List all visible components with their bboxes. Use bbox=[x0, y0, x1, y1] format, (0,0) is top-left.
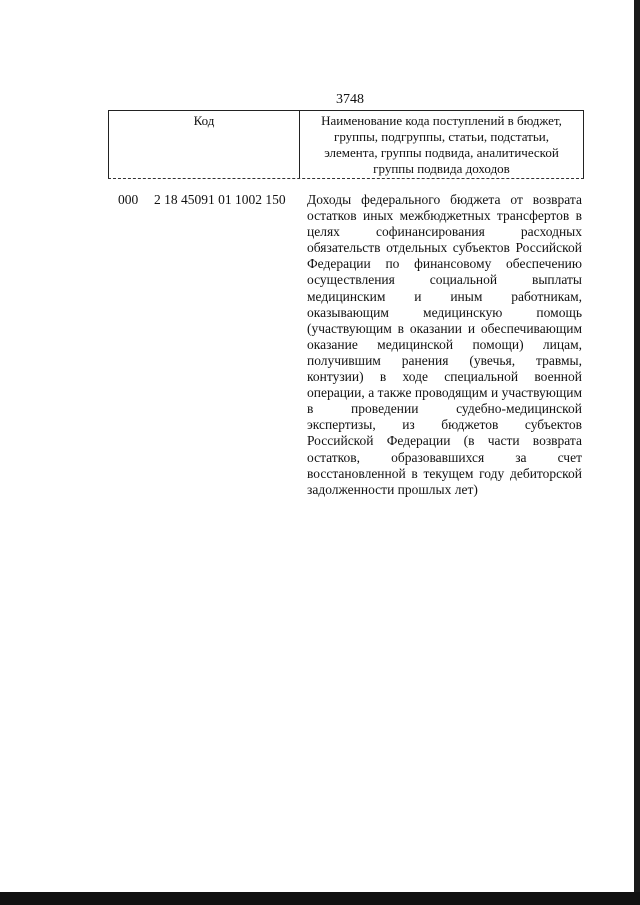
header-code-label: Код bbox=[108, 111, 300, 178]
header-name-label: Наименование кода поступлений в бюджет, группы, подгруппы, статьи, подстатьи, элемента, группы подвида, аналитической группы подвида доходов bbox=[300, 111, 584, 178]
revenue-code: 2 18 45091 01 1002 150 bbox=[154, 192, 286, 207]
scan-edge-right bbox=[634, 0, 640, 905]
page-number: 3748 bbox=[336, 92, 364, 107]
table-header bbox=[108, 110, 584, 179]
revenue-description: Доходы федерального бюджета от возврата остатков иных межбюджетных трансфертов в целях софинансирования расходных обязательств отдельных субъектов Российской Федерации по финансовому обеспечению осуществления социальной выплаты медицинским и иным работникам, оказывающим медицинскую помощь (участвующим в оказании и обеспечивающим оказание медицинской помощи) лицам, получившим ранения (увечья, травмы, контузии) в ходе специальной военной операции, а также проводящим и участвующим в проведении судебно-медицинской экспертизы, из бюджетов субъектов Российской Федерации (в части возврата остатков, образовавшихся за счет восстановленной в текущем году дебиторской задолженности прошлых лет) bbox=[307, 192, 582, 497]
scan-edge-bottom bbox=[0, 892, 640, 905]
admin-code: 000 bbox=[118, 192, 139, 207]
